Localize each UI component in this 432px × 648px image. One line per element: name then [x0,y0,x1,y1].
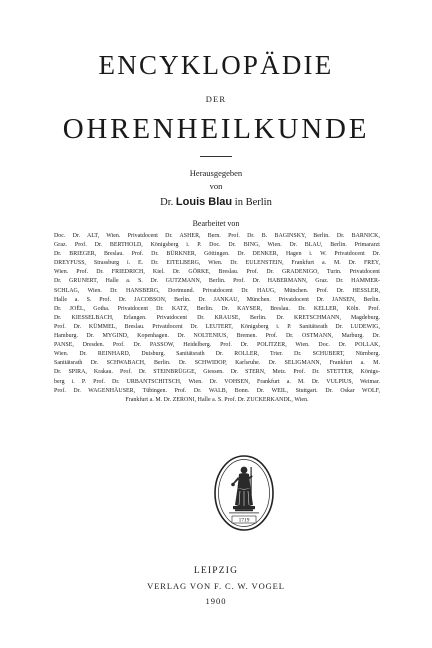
contributor-line: Doc. Dr. ALT, Wien. Privatdocent Dr. ASHER, Bern. Prof. Dr. B. BAGINSKY, Berlin. Dr. BARNICK, [54,233,380,239]
contributor-line: PANSE, Dresden. Prof. Dr. PASSOW, Heidelberg. Prof. Dr. POLITZER, Wien. Doc. Dr. POLLAK, [54,342,380,349]
bearbeitet-von-label: Bearbeitet von [192,219,240,228]
editor-prefix: Dr. [160,197,174,208]
title-ohrenheilkunde: OHRENHEILKUNDE [62,113,370,145]
contributor-line: Halle a. S. Prof. Dr. JACOBSON, Berlin. Dr. JANKAU, München. Privatdocent Dr. JANSEN, Berlin. [54,296,380,303]
seal-year-label: 1719 [238,517,250,524]
contributor-line: SCHLAG, Wien. Dr. HANSBERG, Dortmund. Privatdocent Dr. HAUG, München. Prof. Dr. HESSLER, [54,287,380,294]
contributor-line: Dr. BRIEGER, Breslau. Prof. Dr. BÜRKNER, Göttingen. Dr. DENKER, Hagen i. W. Privatdocent Dr. [54,251,380,258]
title-encyklopaedie: ENCYKLOPÄDIE [98,50,334,80]
contributor-line: Frankfurt a. M. Dr. ZERONI, Halle a. S. Prof. Dr. ZUCKERKANDL, Wien. [125,396,309,403]
publication-place: LEIPZIG [193,566,239,576]
contributor-line: Dr. GRUNERT, Halle a. S. Dr. GUTZMANN, Berlin. Prof. Dr. HABERMANN, Graz. Dr. HAMMER- [54,278,380,285]
contributor-line: Wien. Prof. Dr. FRIEDRICH, Kiel. Dr. GÖRKE, Breslau. Prof. Dr. GRADENIGO, Turin. Privatdocent [54,269,380,276]
contributor-line: Dr. SPIRA, Krakau. Prof. Dr. STEINBRÜGGE, Giessen. Dr. STERN, Metz. Prof. Dr. STETTER, Königs- [54,369,380,376]
contributor-line: Prof. Dr. WAGENHÄUSER, Tübingen. Prof. Dr. WALB, Bonn. Dr. WEIL, Stuttgart. Dr. Oskar WOLF, [54,387,380,394]
editor-name: Louis Blau [175,196,233,208]
contributor-line: Hamburg. Dr. MYGIND, Kopenhagen. Dr. NOLTENIUS, Bremen. Prof. Dr. OSTMANN, Marburg. Dr. [54,333,380,340]
title-divider [200,156,232,157]
contributors-list [54,232,380,405]
title-der: DER [205,94,227,104]
contributor-line: berg i. P. Prof. Dr. URBANTSCHITSCH, Wien. Dr. VOHSEN, Frankfurt a. M. Dr. VULPIUS, Weimar. [54,378,380,385]
contributor-line: Wien. Dr. REINHARD, Duisburg. Sanitätsrath Dr. ROLLER, Trier. Dr. SCHUBERT, Nürnberg. [54,351,380,358]
von-label: von [209,181,223,191]
herausgegeben-label: Herausgegeben [189,168,243,178]
contributor-line: Sanitätsrath Dr. SCHWABACH, Berlin. Dr. SCHWIDOP, Karlsruhe. Dr. SELIGMANN, Frankfurt a. M. [54,360,380,367]
publication-year: 1900 [205,596,227,606]
contributor-line: DREYFUSS, Strassburg i. E. Dr. EITELBERG, Wien. Dr. EULENSTEIN, Frankfurt a. M. Dr. FREY, [54,260,380,267]
contributor-line: Dr. JOËL, Gotha. Privatdocent Dr. KATZ, Berlin. Dr. KAYSER, Breslau. Dr. KELLER, Köln. Prof. [54,305,380,312]
contributor-line: Dr. KIESSELBACH, Erlangen. Privatdocent Dr. KRAUSE, Berlin. Dr. KRETSCHMANN, Magdeburg. [54,314,380,321]
contributor-line: Prof. Dr. KÜMMEL, Breslau. Privatdocent Dr. LEUTERT, Königsberg i. P. Sanitätsrath Dr. LUDEWIG, [54,323,380,330]
contributor-line: Graz. Prof. Dr. BERTHOLD, Königsberg i. P. Doc. Dr. BING, Wien. Dr. BLAU, Berlin. Primararzt [54,242,380,249]
publisher-name: VERLAG VON F. C. W. VOGEL [147,581,285,591]
editor-line [0,196,432,208]
editor-location: in Berlin [234,197,272,208]
publisher-seal-icon [212,453,276,535]
